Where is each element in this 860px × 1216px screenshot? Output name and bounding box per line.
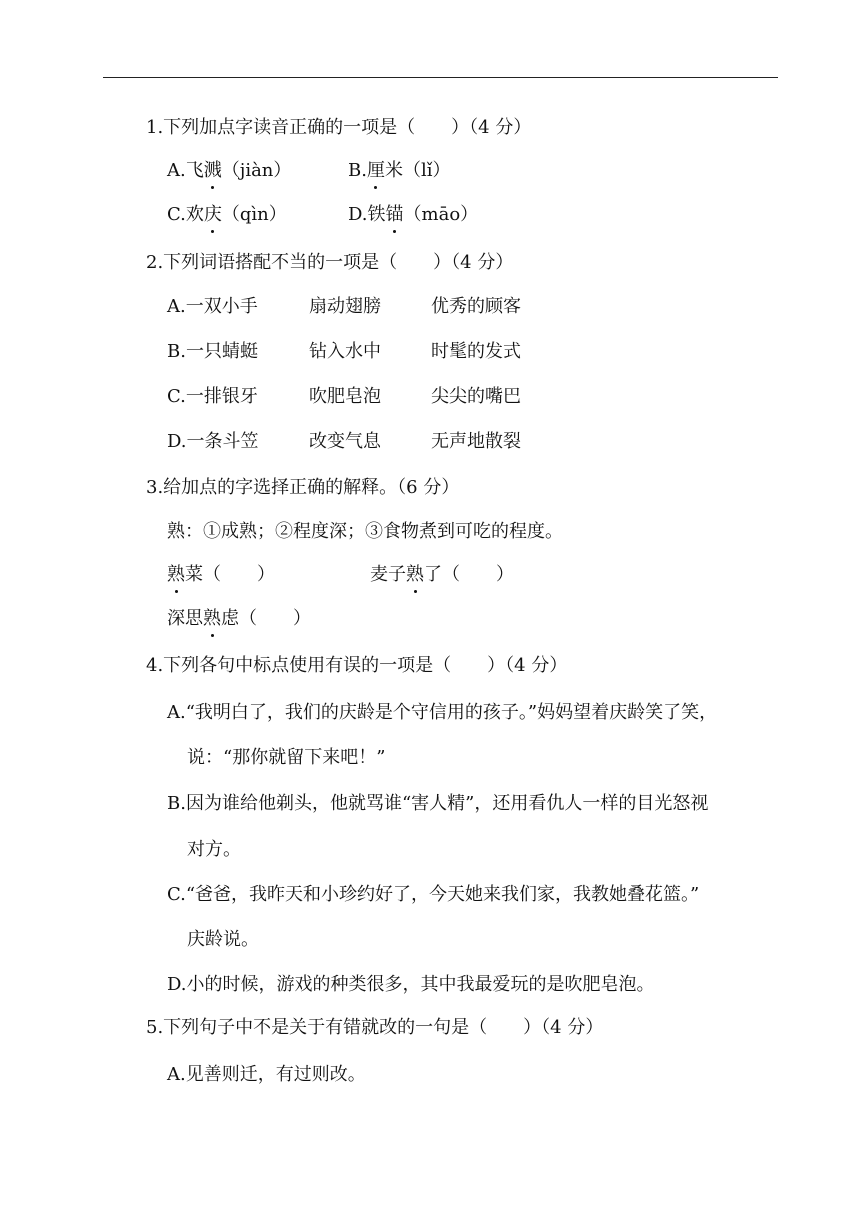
q2-option-a-col2: 扇动翅膀	[309, 296, 381, 317]
q4-option-c[interactable]: C.“爸爸，我昨天和小珍约好了，今天她来我们家，我教她叠花篮。”	[167, 884, 700, 905]
q2-option-c-col2: 吹肥皂泡	[309, 386, 381, 407]
q2-option-a-col3: 优秀的顾客	[431, 296, 521, 317]
q2-option-d-col2: 改变气息	[309, 431, 381, 452]
q1-option-b[interactable]: B.厘米（lǐ）	[348, 160, 451, 181]
q2-option-c-col1[interactable]: C.一排银牙	[167, 386, 258, 407]
q1-option-a[interactable]: A.飞溅（jiàn）	[167, 160, 292, 181]
q4-title: 4.下列各句中标点使用有误的一项是（ ）（4 分）	[146, 655, 568, 676]
q3-item-3[interactable]: 深思熟虑（ ）	[167, 608, 311, 629]
q2-option-c-col3: 尖尖的嘴巴	[431, 386, 521, 407]
q2-option-a-col1[interactable]: A.一双小手	[167, 296, 258, 317]
q3-definition: 熟：①成熟；②程度深；③食物煮到可吃的程度。	[167, 521, 563, 542]
dotted-char: 锚	[385, 204, 404, 225]
dotted-char: 庆	[203, 204, 222, 225]
q4-option-a-cont: 说：“那你就留下来吧！”	[187, 747, 386, 768]
dotted-char: 厘	[366, 160, 385, 181]
q1-option-d[interactable]: D.铁锚（māo）	[348, 204, 479, 225]
dotted-char: 熟	[203, 608, 221, 629]
q1-title: 1.下列加点字读音正确的一项是（ ）（4 分）	[146, 117, 532, 138]
dotted-char: 熟	[167, 564, 185, 585]
q4-option-a[interactable]: A.“我明白了，我们的庆龄是个守信用的孩子。”妈妈望着庆龄笑了笑，	[167, 702, 718, 723]
q3-item-1[interactable]: 熟菜（ ）	[167, 564, 275, 585]
q3-item-2[interactable]: 麦子熟了（ ）	[370, 564, 514, 585]
q2-title: 2.下列词语搭配不当的一项是（ ）（4 分）	[146, 252, 514, 273]
q2-option-b-col3: 时髦的发式	[431, 341, 521, 362]
q2-option-b-col1[interactable]: B.一只蜻蜓	[167, 341, 258, 362]
dotted-char: 溅	[203, 160, 222, 181]
q1-option-c[interactable]: C.欢庆（qìn）	[167, 204, 287, 225]
q3-title: 3.给加点的字选择正确的解释。（6 分）	[146, 477, 460, 498]
q2-option-b-col2: 钻入水中	[309, 341, 381, 362]
q4-option-c-cont: 庆龄说。	[187, 929, 259, 950]
q2-option-d-col3: 无声地散裂	[431, 431, 521, 452]
q4-option-b[interactable]: B.因为谁给他剃头，他就骂谁“害人精”，还用看仇人一样的目光怒视	[167, 793, 709, 814]
q4-option-d[interactable]: D.小的时候，游戏的种类很多，其中我最爱玩的是吹肥皂泡。	[167, 974, 655, 995]
q5-option-a[interactable]: A.见善则迁，有过则改。	[167, 1064, 366, 1085]
q5-title: 5.下列句子中不是关于有错就改的一句是（ ）（4 分）	[146, 1017, 604, 1038]
header-rule	[103, 77, 778, 78]
dotted-char: 熟	[406, 564, 424, 585]
q2-option-d-col1[interactable]: D.一条斗笠	[167, 431, 259, 452]
q4-option-b-cont: 对方。	[187, 839, 241, 860]
